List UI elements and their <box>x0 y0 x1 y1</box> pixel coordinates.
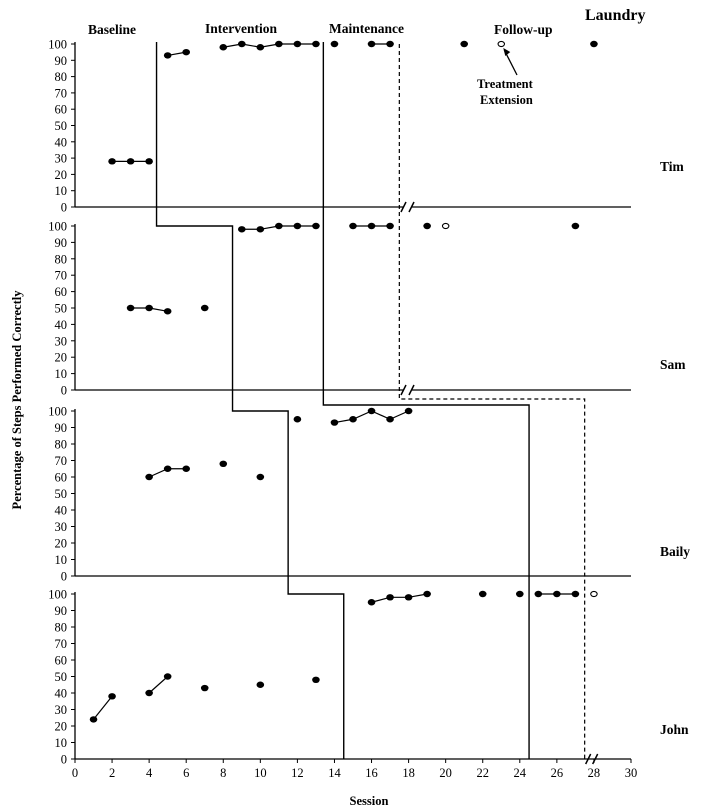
data-point <box>368 41 376 47</box>
x-tick-label: 18 <box>402 766 415 780</box>
text-layer <box>10 7 690 808</box>
x-tick-label: 12 <box>291 766 304 780</box>
data-point <box>479 591 487 597</box>
data-point <box>182 466 190 472</box>
y-tick-label: 10 <box>54 367 67 382</box>
phase-change-lines <box>157 42 585 759</box>
data-point <box>423 223 431 229</box>
y-tick-label: 50 <box>54 670 67 684</box>
y-tick-label: 90 <box>54 235 67 250</box>
y-tick-label: 0 <box>60 383 67 398</box>
axis-break-marker <box>401 202 414 212</box>
data-point <box>312 223 320 229</box>
y-tick-label: 70 <box>54 454 67 468</box>
data-point <box>331 419 339 425</box>
phase-line-intervention-maintenance <box>323 42 529 759</box>
x-tick-label: 14 <box>328 766 341 780</box>
y-tick-label: 10 <box>54 553 67 567</box>
data-point <box>145 474 153 480</box>
data-point <box>405 594 413 600</box>
phase-line-maintenance-followup <box>399 44 584 759</box>
data-point <box>423 591 431 597</box>
data-point <box>164 52 172 58</box>
x-tick-label: 4 <box>146 766 153 780</box>
panel-baily <box>48 405 631 584</box>
y-tick-label: 60 <box>54 102 67 117</box>
y-tick-label: 90 <box>54 421 67 435</box>
data-point <box>294 416 302 422</box>
y-tick-label: 90 <box>54 53 67 68</box>
data-point <box>257 44 265 50</box>
participant-label-tim: Tim <box>660 159 684 174</box>
y-tick-label: 30 <box>54 520 67 534</box>
y-tick-label: 60 <box>54 470 67 485</box>
data-point <box>108 158 116 164</box>
x-tick-label: 8 <box>220 766 227 780</box>
y-tick-label: 100 <box>48 404 67 419</box>
data-point <box>108 693 116 699</box>
y-tick-label: 40 <box>54 135 67 150</box>
y-tick-label: 60 <box>54 285 67 300</box>
data-point <box>238 226 246 232</box>
data-point <box>312 677 320 683</box>
panel-tim <box>48 38 631 215</box>
phase-line-baseline-intervention <box>157 42 344 759</box>
data-point <box>572 223 580 229</box>
treatment-extension-point <box>591 591 597 596</box>
y-tick-label: 80 <box>54 620 67 635</box>
data-point <box>590 41 598 47</box>
x-tick-label: 30 <box>624 766 638 780</box>
y-tick-label: 40 <box>54 317 67 332</box>
y-tick-label: 10 <box>54 184 67 199</box>
series-group-sam <box>127 223 579 315</box>
series-line <box>94 696 113 719</box>
data-point <box>219 461 227 467</box>
x-tick-label: 0 <box>71 766 79 780</box>
data-point <box>275 41 283 47</box>
y-tick-label: 80 <box>54 437 67 452</box>
x-axis-title: Session <box>349 794 389 808</box>
x-tick-label: 28 <box>587 766 601 780</box>
annotation-arrowhead <box>503 48 510 56</box>
data-point <box>145 690 153 696</box>
axis-break-marker <box>401 385 414 395</box>
x-tick-label: 24 <box>513 766 527 780</box>
x-tick-label: 16 <box>365 766 378 780</box>
data-point <box>460 41 468 47</box>
participant-label-baily: Baily <box>660 544 691 559</box>
y-tick-label: 10 <box>54 736 67 750</box>
x-tick-label: 6 <box>183 766 190 780</box>
y-tick-label: 0 <box>60 569 67 584</box>
y-tick-label: 80 <box>54 252 67 267</box>
data-point <box>127 158 135 164</box>
data-point <box>182 49 190 55</box>
series-group-baily <box>145 408 412 480</box>
chart-title: Laundry <box>585 7 646 24</box>
y-tick-label: 40 <box>54 686 67 701</box>
y-tick-label: 0 <box>60 200 67 215</box>
data-point <box>368 223 376 229</box>
y-tick-label: 20 <box>54 167 67 182</box>
y-tick-label: 100 <box>48 219 67 234</box>
y-tick-label: 100 <box>48 37 67 52</box>
treatment-extension-point <box>442 223 448 228</box>
treatment-extension-point <box>498 41 504 46</box>
data-point <box>257 682 265 688</box>
data-point <box>145 158 153 164</box>
data-point <box>90 716 98 722</box>
x-tick-label: 10 <box>254 766 267 780</box>
data-point <box>516 591 524 597</box>
series-line <box>223 44 316 47</box>
data-point <box>201 685 209 691</box>
y-axis-title: Percentage of Steps Performed Correctly <box>10 290 24 510</box>
y-tick-label: 30 <box>54 703 67 717</box>
y-tick-label: 50 <box>54 487 67 501</box>
participant-label-john: John <box>660 722 689 737</box>
panel-john <box>48 588 631 767</box>
data-point <box>127 305 135 311</box>
y-tick-label: 20 <box>54 719 67 734</box>
phase-label-baseline: Baseline <box>88 22 137 37</box>
annotation-extension: Extension <box>480 93 533 107</box>
y-tick-label: 90 <box>54 604 67 618</box>
phase-label-maintenance: Maintenance <box>329 21 404 36</box>
series-line <box>372 594 428 602</box>
y-tick-label: 30 <box>54 151 67 166</box>
panels-layer <box>48 38 631 767</box>
y-tick-label: 80 <box>54 70 67 85</box>
data-point <box>294 41 302 47</box>
data-point <box>257 226 265 232</box>
data-point <box>201 305 209 311</box>
y-tick-label: 70 <box>54 637 67 651</box>
y-tick-label: 70 <box>54 268 67 283</box>
data-point <box>368 599 376 605</box>
data-point <box>312 41 320 47</box>
data-point <box>349 416 357 422</box>
y-tick-label: 30 <box>54 334 67 349</box>
phase-label-intervention: Intervention <box>205 21 277 36</box>
data-point <box>257 474 265 480</box>
data-point <box>535 591 543 597</box>
participant-label-sam: Sam <box>660 357 686 372</box>
y-tick-label: 40 <box>54 503 67 518</box>
y-tick-label: 0 <box>60 752 67 767</box>
y-tick-label: 20 <box>54 350 67 365</box>
data-point <box>275 223 283 229</box>
y-tick-label: 60 <box>54 653 67 668</box>
x-tick-label: 26 <box>550 766 564 780</box>
data-point <box>386 594 394 600</box>
data-point <box>553 591 561 597</box>
data-point <box>368 408 376 414</box>
data-point <box>331 41 339 47</box>
data-point <box>219 44 227 50</box>
y-tick-label: 50 <box>54 301 67 316</box>
series-line <box>149 677 168 694</box>
data-point <box>405 408 413 414</box>
x-tick-label: 22 <box>476 766 489 780</box>
annotation-treatment: Treatment <box>477 77 533 91</box>
y-tick-label: 20 <box>54 536 67 551</box>
data-point <box>164 308 172 314</box>
data-point <box>572 591 580 597</box>
phase-label-followup: Follow-up <box>494 22 553 37</box>
y-tick-label: 100 <box>48 587 67 602</box>
data-point <box>164 673 172 679</box>
y-tick-label: 70 <box>54 86 67 101</box>
x-tick-label: 20 <box>439 766 452 780</box>
data-point <box>294 223 302 229</box>
data-point <box>386 223 394 229</box>
y-tick-label: 50 <box>54 119 67 133</box>
data-point <box>349 223 357 229</box>
x-tick-label: 2 <box>108 766 116 780</box>
data-point <box>164 466 172 472</box>
data-point <box>386 416 394 422</box>
data-point <box>386 41 394 47</box>
data-point <box>145 305 153 311</box>
data-point <box>238 41 246 47</box>
